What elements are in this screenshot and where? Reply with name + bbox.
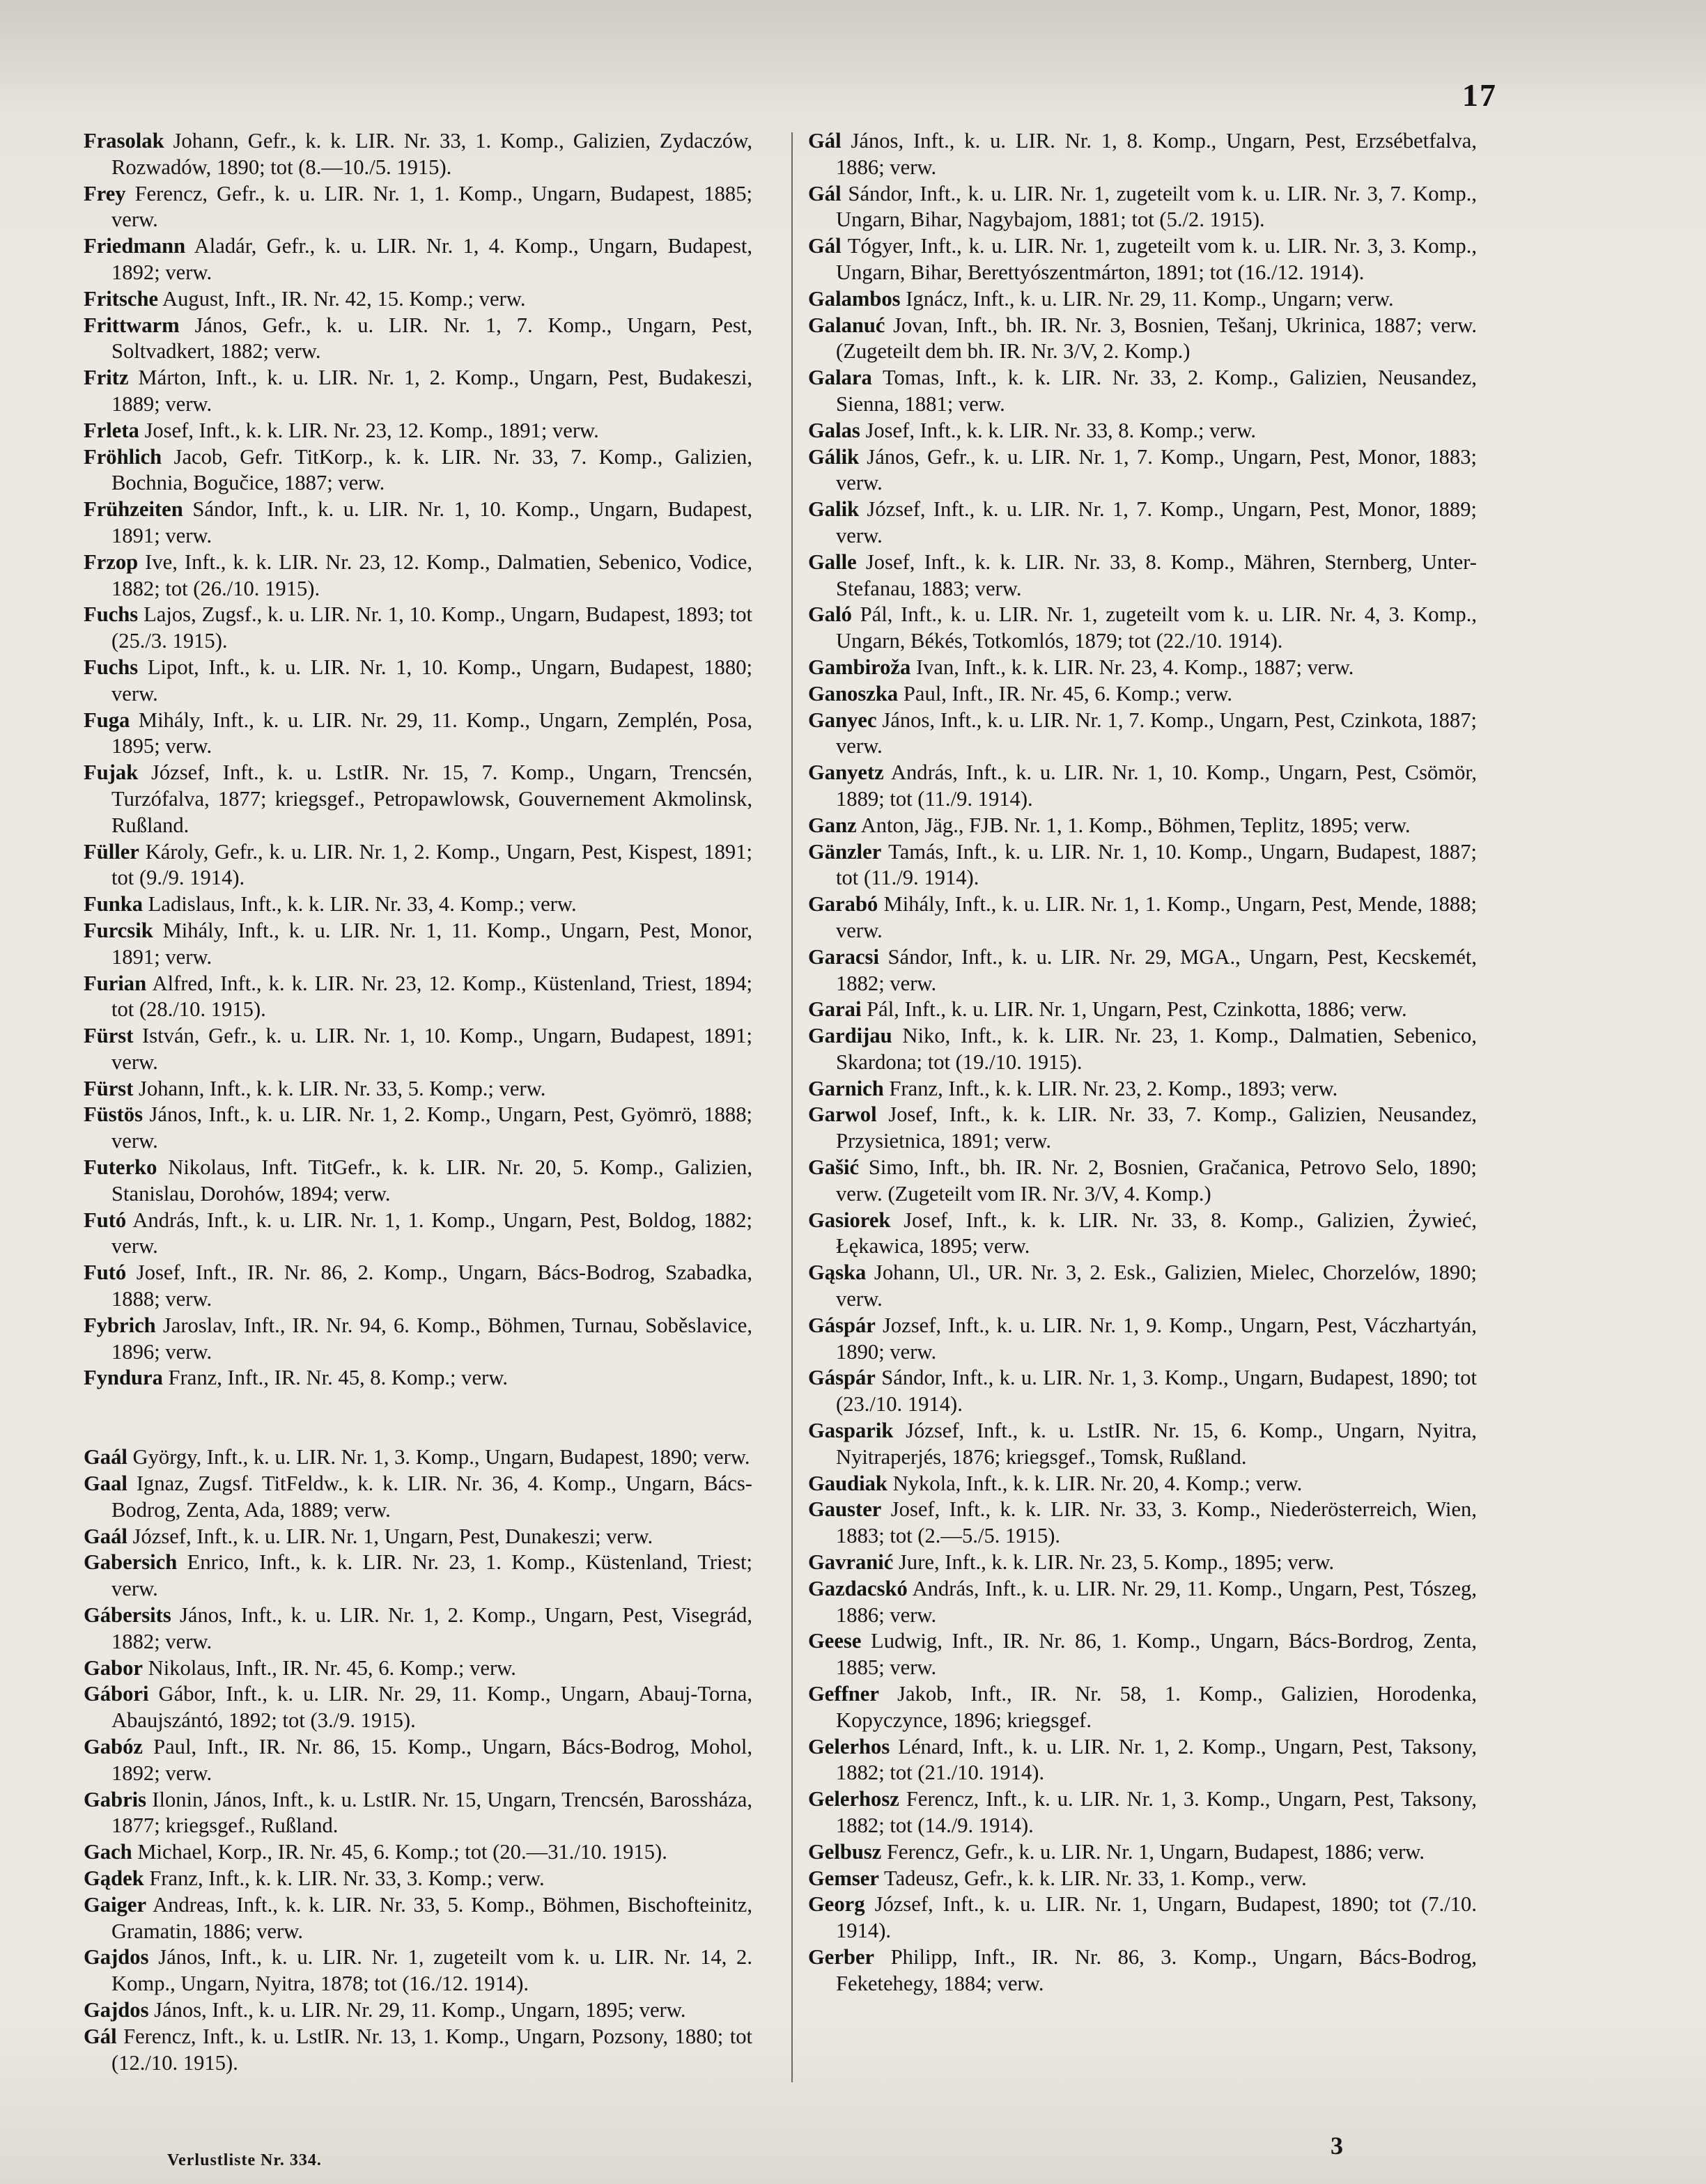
casualty-entry — [84, 1944, 752, 1997]
casualty-entry — [808, 1155, 1477, 1208]
entry-details: Jure, Inft., k. k. LIR. Nr. 23, 5. Komp., 1895; verw. — [893, 1550, 1335, 1575]
entry-details: Josef, Inft., k. k. LIR. Nr. 33, 8. Komp.; verw. — [860, 418, 1256, 442]
casualty-entry — [84, 655, 752, 708]
casualty-entry — [808, 891, 1477, 944]
casualty-entry — [808, 128, 1477, 181]
entry-details: József, Inft., k. u. LIR. Nr. 1, 7. Komp., Ungarn, Pest, Monor, 1889; verw. — [836, 497, 1477, 547]
entry-details: János, Inft., k. u. LIR. Nr. 1, 8. Komp., Ungarn, Pest, Erzsébetfalva, 1886; verw. — [836, 129, 1477, 179]
entry-surname: Frey — [84, 181, 126, 205]
entry-surname: Galle — [808, 549, 857, 574]
casualty-entry — [808, 1786, 1477, 1839]
casualty-entry — [808, 1365, 1477, 1418]
casualty-entry — [84, 1524, 752, 1550]
casualty-entry — [84, 1076, 752, 1102]
entry-surname: Garwol — [808, 1102, 877, 1127]
entry-surname: Gabris — [84, 1787, 147, 1811]
entry-surname: Gambiroža — [808, 655, 911, 679]
casualty-entry — [808, 708, 1477, 760]
casualty-entry — [84, 497, 752, 549]
entry-details: Josef, Inft., k. k. LIR. Nr. 33, 7. Komp., Galizien, Neusandez, Przysietnica, 1891; verw. — [836, 1102, 1477, 1153]
entry-details: József, Inft., k. u. LIR. Nr. 1, Ungarn, Budapest, 1890; tot (7./10. 1914). — [836, 1892, 1477, 1943]
entry-details: Ignácz, Inft., k. u. LIR. Nr. 29, 11. Komp., Ungarn; verw. — [900, 286, 1394, 311]
entry-surname: Garnich — [808, 1076, 884, 1100]
entry-surname: Galas — [808, 418, 860, 442]
entry-surname: Futerko — [84, 1155, 157, 1180]
entry-surname: Gabóz — [84, 1735, 143, 1759]
entry-details: Jaroslav, Inft., IR. Nr. 94, 6. Komp., Böhmen, Turnau, Soběslavice, 1896; verw. — [111, 1313, 752, 1364]
entry-surname: Ganyec — [808, 708, 877, 732]
casualty-entry — [84, 1997, 752, 2024]
entry-details: Johann, Ul., UR. Nr. 3, 2. Esk., Galizien, Mielec, Chorzelów, 1890; verw. — [836, 1261, 1477, 1311]
entry-surname: Gardijau — [808, 1024, 892, 1048]
entry-surname: Gašić — [808, 1155, 860, 1180]
entry-surname: Gaál — [84, 1524, 127, 1548]
entry-surname: Futó — [84, 1208, 127, 1232]
casualty-entry — [808, 497, 1477, 549]
entry-surname: Frleta — [84, 418, 139, 442]
entry-details: Niko, Inft., k. k. LIR. Nr. 23, 1. Komp., Dalmatien, Sebenico, Skardona; tot (19./10. 1915). — [836, 1024, 1477, 1074]
casualty-entry — [808, 365, 1477, 418]
entry-details: Mihály, Inft., k. u. LIR. Nr. 29, 11. Komp., Ungarn, Zemplén, Posa, 1895; verw. — [111, 708, 752, 758]
entry-details: Ferencz, Inft., k. u. LIR. Nr. 1, 3. Komp., Ungarn, Pest, Taksony, 1882; tot (14./9. 1914). — [836, 1787, 1477, 1837]
casualty-entry — [808, 1208, 1477, 1261]
casualty-entry — [808, 1892, 1477, 1944]
entry-details: Ferencz, Inft., k. u. LstIR. Nr. 13, 1. Komp., Ungarn, Pozsony, 1880; tot (12./10. 1915). — [111, 2024, 752, 2075]
entry-details: Paul, Inft., IR. Nr. 45, 6. Komp.; verw. — [898, 681, 1233, 705]
entry-surname: Fyndura — [84, 1366, 163, 1390]
entry-surname: Galik — [808, 497, 860, 522]
casualty-entry — [84, 708, 752, 760]
entry-surname: Gál — [808, 129, 842, 153]
casualty-entry — [84, 1155, 752, 1208]
casualty-entry — [84, 1655, 752, 1682]
entry-details: András, Inft., k. u. LIR. Nr. 1, 10. Komp., Ungarn, Pest, Csömör, 1889; tot (11./9. 1914). — [836, 760, 1477, 811]
casualty-entry — [808, 602, 1477, 655]
casualty-entry — [808, 1497, 1477, 1550]
footer-signature: Verlustliste Nr. 334. — [167, 2151, 322, 2169]
casualty-entry — [84, 1102, 752, 1155]
casualty-entry — [84, 286, 752, 313]
casualty-entry — [84, 1866, 752, 1892]
entry-details: Johann, Inft., k. k. LIR. Nr. 33, 5. Komp.; verw. — [133, 1076, 546, 1100]
casualty-entry — [808, 1023, 1477, 1076]
casualty-entry — [808, 1471, 1477, 1497]
casualty-entry — [808, 997, 1477, 1023]
entry-details: Sándor, Inft., k. u. LIR. Nr. 29, MGA., Ungarn, Pest, Kecskemét, 1882; verw. — [836, 944, 1477, 995]
entry-details: Károly, Gefr., k. u. LIR. Nr. 1, 2. Komp., Ungarn, Pest, Kispest, 1891; tot (9./9. 1914). — [111, 839, 752, 890]
entry-surname: Gasparik — [808, 1419, 894, 1443]
entry-details: Nikolaus, Inft. TitGefr., k. k. LIR. Nr. 20, 5. Komp., Galizien, Stanislau, Dorohów, 1894; verw. — [111, 1155, 752, 1206]
casualty-entry — [84, 418, 752, 444]
entry-details: Mihály, Inft., k. u. LIR. Nr. 1, 11. Komp., Ungarn, Pest, Monor, 1891; verw. — [111, 918, 752, 969]
casualty-entry — [808, 1944, 1477, 1997]
entry-details: János, Inft., k. u. LIR. Nr. 1, 2. Komp., Ungarn, Pest, Visegrád, 1882; verw. — [111, 1603, 752, 1653]
casualty-entry — [808, 1576, 1477, 1629]
entry-details: Michael, Korp., IR. Nr. 45, 6. Komp.; tot (20.—31./10. 1915). — [132, 1840, 667, 1864]
casualty-entry — [84, 1734, 752, 1787]
casualty-entry — [84, 1208, 752, 1261]
entry-details: Lajos, Zugsf., k. u. LIR. Nr. 1, 10. Komp., Ungarn, Budapest, 1893; tot (25./3. 1915). — [111, 602, 752, 653]
entry-surname: Futó — [84, 1261, 127, 1285]
casualty-entry — [808, 760, 1477, 813]
entry-surname: Gál — [808, 234, 842, 258]
entry-details: Ilonin, János, Inft., k. u. LstIR. Nr. 15, Ungarn, Trencsén, Barossháza, 1877; kriegsgef., Rußland. — [111, 1787, 752, 1838]
entry-details: János, Inft., k. u. LIR. Nr. 29, 11. Komp., Ungarn, 1895; verw. — [148, 1997, 686, 2022]
casualty-entry — [84, 1023, 752, 1076]
entry-surname: Fritsche — [84, 286, 159, 311]
entry-surname: Gerber — [808, 1944, 875, 1969]
entry-surname: Galambos — [808, 286, 901, 311]
entry-surname: Garacsi — [808, 944, 879, 969]
entry-surname: Geese — [808, 1629, 862, 1653]
entry-details: Ladislaus, Inft., k. k. LIR. Nr. 33, 4. Komp.; verw. — [143, 892, 577, 916]
casualty-entry — [808, 813, 1477, 839]
entry-surname: Fujak — [84, 760, 139, 785]
entry-details: Ive, Inft., k. k. LIR. Nr. 23, 12. Komp., Dalmatien, Sebenico, Vodice, 1882; tot (26./10. 1915). — [111, 549, 752, 600]
entry-surname: Gelbusz — [808, 1839, 882, 1864]
casualty-entry — [84, 760, 752, 838]
casualty-entry — [84, 891, 752, 918]
casualty-entry — [84, 1260, 752, 1313]
entry-details: Josef, Inft., k. k. LIR. Nr. 33, 3. Komp., Niederösterreich, Wien, 1883; tot (2.—5./5. 1915). — [836, 1497, 1477, 1548]
casualty-entry — [84, 1839, 752, 1866]
entry-surname: Fürst — [84, 1024, 134, 1048]
casualty-entry — [84, 313, 752, 366]
entry-surname: Gach — [84, 1840, 132, 1864]
entry-surname: Füller — [84, 839, 139, 864]
entry-details: Paul, Inft., IR. Nr. 86, 15. Komp., Ungarn, Bács-Bodrog, Mohol, 1892; verw. — [111, 1735, 752, 1785]
entry-details: János, Gefr., k. u. LIR. Nr. 1, 7. Komp., Ungarn, Pest, Monor, 1883; verw. — [836, 444, 1477, 495]
casualty-entry — [84, 549, 752, 602]
entry-surname: Garabó — [808, 892, 878, 916]
entry-details: Anton, Jäg., FJB. Nr. 1, 1. Komp., Böhmen, Teplitz, 1895; verw. — [856, 813, 1411, 837]
footer-sheet-number: 3 — [1331, 2132, 1343, 2160]
entry-details: Sándor, Inft., k. u. LIR. Nr. 1, 10. Komp., Ungarn, Budapest, 1891; verw. — [111, 497, 752, 547]
casualty-entry — [808, 444, 1477, 497]
entry-details: István, Gefr., k. u. LIR. Nr. 1, 10. Komp., Ungarn, Budapest, 1891; verw. — [111, 1024, 752, 1074]
entry-details: János, Gefr., k. u. LIR. Nr. 1, 7. Komp., Ungarn, Pest, Soltvadkert, 1882; verw. — [111, 313, 752, 364]
casualty-entry — [84, 181, 752, 234]
casualty-entry — [808, 1734, 1477, 1787]
casualty-entry — [84, 365, 752, 418]
entry-surname: Frzop — [84, 549, 139, 574]
entry-surname: Gaudiak — [808, 1471, 887, 1495]
entry-surname: Galanuć — [808, 313, 885, 337]
page-number: 17 — [1462, 77, 1497, 113]
casualty-entry — [808, 313, 1477, 366]
entry-details: Ivan, Inft., k. k. LIR. Nr. 23, 4. Komp., 1887; verw. — [910, 655, 1354, 679]
entry-surname: Gáspár — [808, 1366, 876, 1390]
entry-surname: Fuchs — [84, 655, 139, 679]
entry-surname: Fritz — [84, 366, 129, 390]
entry-surname: Gasiorek — [808, 1208, 891, 1232]
entry-surname: Fybrich — [84, 1313, 156, 1337]
entry-details: Tamás, Inft., k. u. LIR. Nr. 1, 10. Komp., Ungarn, Budapest, 1887; tot (11./9. 1914). — [836, 839, 1477, 890]
casualty-entry — [84, 971, 752, 1024]
entry-details: Lipot, Inft., k. u. LIR. Nr. 1, 10. Komp., Ungarn, Budapest, 1880; verw. — [111, 655, 752, 705]
entry-details: Franz, Inft., k. k. LIR. Nr. 23, 2. Komp., 1893; verw. — [883, 1076, 1338, 1100]
entry-details: Tadeusz, Gefr., k. k. LIR. Nr. 33, 1. Komp., verw. — [878, 1866, 1307, 1890]
entry-details: Ferencz, Gefr., k. u. LIR. Nr. 1, Ungarn, Budapest, 1886; verw. — [881, 1839, 1425, 1864]
entry-details: Josef, Inft., k. k. LIR. Nr. 33, 8. Komp., Mähren, Sternberg, Unter-Stefanau, 1883; verw. — [836, 549, 1477, 600]
casualty-entry — [84, 1787, 752, 1840]
entry-details: Mihály, Inft., k. u. LIR. Nr. 1, 1. Komp., Ungarn, Pest, Mende, 1888; verw. — [836, 892, 1477, 942]
entry-surname: Geffner — [808, 1682, 879, 1706]
casualty-entry — [84, 839, 752, 892]
casualty-entry — [84, 1892, 752, 1945]
entry-surname: Georg — [808, 1892, 865, 1917]
entry-surname: Gál — [84, 2024, 117, 2048]
casualty-entry — [84, 233, 752, 286]
entry-surname: Gajdos — [84, 1945, 149, 1970]
casualty-entry — [84, 1471, 752, 1524]
entry-surname: Galó — [808, 602, 852, 627]
casualty-entry — [84, 444, 752, 497]
entry-surname: Furian — [84, 971, 147, 995]
entry-details: Sándor, Inft., k. u. LIR. Nr. 1, 3. Komp., Ungarn, Budapest, 1890; tot (23./10. 1914). — [836, 1366, 1477, 1417]
entry-surname: Gajdos — [84, 1997, 149, 2022]
entry-details: Philipp, Inft., IR. Nr. 86, 3. Komp., Ungarn, Bács-Bodrog, Feketehegy, 1884; verw. — [836, 1944, 1477, 1995]
entry-details: Ferencz, Gefr., k. u. LIR. Nr. 1, 1. Komp., Ungarn, Budapest, 1885; verw. — [111, 181, 752, 232]
entry-surname: Gábori — [84, 1682, 149, 1706]
entry-details: Josef, Inft., k. k. LIR. Nr. 23, 12. Komp., 1891; verw. — [139, 418, 599, 442]
entry-surname: Gąska — [808, 1261, 867, 1285]
entry-surname: Gelerhosz — [808, 1787, 899, 1811]
entry-details: August, Inft., IR. Nr. 42, 15. Komp.; verw. — [158, 286, 526, 311]
entry-surname: Gądek — [84, 1866, 144, 1890]
entry-surname: Galara — [808, 366, 872, 390]
entry-details: Jozsef, Inft., k. u. LIR. Nr. 1, 9. Komp., Ungarn, Pest, Váczhartyán, 1890; verw. — [836, 1313, 1477, 1364]
entry-details: Tógyer, Inft., k. u. LIR. Nr. 1, zugeteilt vom k. u. LIR. Nr. 3, 3. Komp., Ungarn, Bihar, Berettyószentmárton, 1891; tot (16./12. 1914). — [836, 234, 1477, 284]
entry-details: János, Inft., k. u. LIR. Nr. 1, 7. Komp., Ungarn, Pest, Czinkota, 1887; verw. — [836, 708, 1477, 758]
casualty-entry — [84, 1365, 752, 1391]
entry-details: Ignaz, Zugsf. TitFeldw., k. k. LIR. Nr. 36, 4. Komp., Ungarn, Bács-Bodrog, Zenta, Ada, 1889; verw. — [111, 1472, 752, 1522]
casualty-entry — [808, 1076, 1477, 1102]
casualty-entry — [84, 918, 752, 971]
entry-surname: Gabersich — [84, 1550, 178, 1575]
entry-surname: Fuchs — [84, 602, 139, 627]
entry-surname: Furcsik — [84, 918, 153, 942]
casualty-entry — [808, 233, 1477, 286]
casualty-entry — [84, 2024, 752, 2077]
entry-surname: Gálik — [808, 444, 860, 469]
entry-surname: Friedmann — [84, 234, 186, 258]
casualty-entry — [84, 1313, 752, 1366]
casualty-entry — [84, 1444, 752, 1471]
entry-surname: Gaal — [84, 1472, 127, 1496]
entry-details: József, Inft., k. u. LstIR. Nr. 15, 7. Komp., Ungarn, Trencsén, Turzófalva, 1877; kriegsgef., Petropawlowsk, Gouvernement Akmolinsk, Rußland. — [111, 760, 752, 837]
entry-surname: Ganyetz — [808, 760, 884, 785]
casualty-entry — [808, 286, 1477, 313]
casualty-entry — [808, 1313, 1477, 1366]
left-column — [84, 128, 752, 2076]
entry-surname: Gavranić — [808, 1550, 894, 1575]
casualty-entry — [808, 839, 1477, 892]
entry-surname: Gazdacskó — [808, 1576, 908, 1600]
entry-details: Márton, Inft., k. u. LIR. Nr. 1, 2. Komp., Ungarn, Pest, Budakeszi, 1889; verw. — [111, 366, 752, 416]
entry-details: Jovan, Inft., bh. IR. Nr. 3, Bosnien, Tešanj, Ukrinica, 1887; verw. (Zugeteilt dem bh. IR. Nr. 3/V, 2. Komp.) — [836, 313, 1477, 364]
entry-surname: Gaál — [84, 1445, 127, 1469]
entry-details: Simo, Inft., bh. IR. Nr. 2, Bosnien, Gračanica, Petrovo Selo, 1890; verw. (Zugeteilt vom IR. Nr. 3/V, 4. Komp.) — [836, 1155, 1477, 1206]
entry-details: Josef, Inft., k. k. LIR. Nr. 33, 8. Komp., Galizien, Żywieć, Łękawica, 1895; verw. — [836, 1208, 1477, 1258]
entry-details: Tomas, Inft., k. k. LIR. Nr. 33, 2. Komp., Galizien, Neusandez, Sienna, 1881; verw. — [836, 366, 1477, 416]
casualty-entry — [808, 655, 1477, 681]
entry-surname: Ganz — [808, 813, 857, 837]
casualty-entry — [808, 1839, 1477, 1866]
entry-details: Aladár, Gefr., k. u. LIR. Nr. 1, 4. Komp., Ungarn, Budapest, 1892; verw. — [111, 234, 752, 284]
entry-details: György, Inft., k. u. LIR. Nr. 1, 3. Komp., Ungarn, Budapest, 1890; verw. — [127, 1445, 750, 1469]
column-divider — [791, 132, 793, 2082]
casualty-entry — [84, 602, 752, 655]
entry-details: Johann, Gefr., k. k. LIR. Nr. 33, 1. Komp., Galizien, Zydaczów, Rozwadów, 1890; tot (8.—10./5. 1915). — [111, 129, 752, 179]
casualty-entry — [84, 1550, 752, 1602]
entry-details: Alfred, Inft., k. k. LIR. Nr. 23, 12. Komp., Küstenland, Triest, 1894; tot (28./10. 1915). — [111, 971, 752, 1022]
entry-details: Enrico, Inft., k. k. LIR. Nr. 23, 1. Komp., Küstenland, Triest; verw. — [111, 1550, 752, 1601]
casualty-entry — [808, 1418, 1477, 1471]
entry-details: János, Inft., k. u. LIR. Nr. 1, zugeteilt vom k. u. LIR. Nr. 14, 2. Komp., Ungarn, Nyitra, 1878; tot (16./12. 1914). — [111, 1945, 752, 1996]
casualty-entry — [808, 418, 1477, 444]
entry-details: Nikolaus, Inft., IR. Nr. 45, 6. Komp.; verw. — [142, 1655, 516, 1680]
entry-details: József, Inft., k. u. LstIR. Nr. 15, 6. Komp., Ungarn, Nyitra, Nyitraperjés, 1876; kriegsgef., Tomsk, Rußland. — [836, 1419, 1477, 1469]
entry-surname: Fuga — [84, 708, 130, 732]
entry-surname: Gál — [808, 181, 842, 205]
entry-surname: Gábersits — [84, 1603, 171, 1628]
entry-surname: Garai — [808, 997, 862, 1022]
entry-details: János, Inft., k. u. LIR. Nr. 1, 2. Komp., Ungarn, Pest, Gyömrö, 1888; verw. — [111, 1102, 752, 1153]
entry-details: Pál, Inft., k. u. LIR. Nr. 1, Ungarn, Pest, Czinkotta, 1886; verw. — [861, 997, 1407, 1022]
casualty-entry — [808, 181, 1477, 234]
entry-surname: Gelerhos — [808, 1734, 890, 1758]
entry-details: András, Inft., k. u. LIR. Nr. 29, 11. Komp., Ungarn, Pest, Tószeg, 1886; verw. — [836, 1576, 1477, 1627]
entry-surname: Gänzler — [808, 839, 882, 864]
entry-surname: Frühzeiten — [84, 497, 183, 522]
entry-details: József, Inft., k. u. LIR. Nr. 1, Ungarn, Pest, Dunakeszi; verw. — [127, 1524, 653, 1548]
entry-details: Andreas, Inft., k. k. LIR. Nr. 33, 5. Komp., Böhmen, Bischofteinitz, Gramatin, 1886; verw. — [111, 1892, 752, 1943]
entry-details: Ludwig, Inft., IR. Nr. 86, 1. Komp., Ungarn, Bács-Bordrog, Zenta, 1885; verw. — [836, 1629, 1477, 1680]
casualty-entry — [808, 1866, 1477, 1892]
casualty-entry — [808, 681, 1477, 708]
entry-surname: Fröhlich — [84, 444, 162, 469]
entry-surname: Gemser — [808, 1866, 879, 1890]
entry-surname: Fürst — [84, 1076, 134, 1100]
entry-surname: Gauster — [808, 1497, 882, 1522]
entry-details: Franz, Inft., IR. Nr. 45, 8. Komp.; verw. — [162, 1366, 508, 1390]
casualty-entry — [808, 1550, 1477, 1576]
casualty-entry — [84, 128, 752, 181]
entry-details: András, Inft., k. u. LIR. Nr. 1, 1. Komp., Ungarn, Pest, Boldog, 1882; verw. — [111, 1208, 752, 1258]
entry-surname: Funka — [84, 892, 144, 916]
entry-surname: Frasolak — [84, 129, 164, 153]
right-column — [808, 128, 1477, 1997]
section-gap — [84, 1391, 752, 1444]
entry-surname: Gáspár — [808, 1313, 876, 1337]
casualty-entry — [808, 1681, 1477, 1734]
entry-surname: Füstös — [84, 1102, 143, 1127]
entry-details: Josef, Inft., IR. Nr. 86, 2. Komp., Ungarn, Bács-Bodrog, Szabadka, 1888; verw. — [111, 1261, 752, 1311]
casualty-entry — [808, 549, 1477, 602]
casualty-entry — [808, 1628, 1477, 1681]
casualty-entry — [808, 1102, 1477, 1155]
entry-surname: Frittwarm — [84, 313, 180, 337]
casualty-entry — [808, 1260, 1477, 1313]
casualty-entry — [84, 1602, 752, 1655]
entry-surname: Ganoszka — [808, 681, 899, 705]
entry-details: Lénard, Inft., k. u. LIR. Nr. 1, 2. Komp., Ungarn, Pest, Taksony, 1882; tot (21./10. 1914). — [836, 1734, 1477, 1785]
entry-details: Sándor, Inft., k. u. LIR. Nr. 1, zugeteilt vom k. u. LIR. Nr. 3, 7. Komp., Ungarn, Bihar, Nagybajom, 1881; tot (5./2. 1915). — [836, 181, 1477, 232]
entry-details: Gábor, Inft., k. u. LIR. Nr. 29, 11. Komp., Ungarn, Abauj-Torna, Abaujszántó, 1892; tot (3./9. 1915). — [111, 1682, 752, 1733]
casualty-entry — [808, 944, 1477, 997]
casualty-entry — [84, 1681, 752, 1734]
entry-details: Franz, Inft., k. k. LIR. Nr. 33, 3. Komp.; verw. — [144, 1866, 545, 1890]
entry-details: Nykola, Inft., k. k. LIR. Nr. 20, 4. Komp.; verw. — [887, 1471, 1303, 1495]
entry-surname: Gaiger — [84, 1892, 147, 1917]
entry-details: Jakob, Inft., IR. Nr. 58, 1. Komp., Galizien, Horodenka, Kopyczynce, 1896; kriegsgef. — [836, 1682, 1477, 1732]
entry-surname: Gabor — [84, 1655, 143, 1680]
entry-details: Jacob, Gefr. TitKorp., k. k. LIR. Nr. 33, 7. Komp., Galizien, Bochnia, Bogučice, 1887; verw. — [111, 444, 752, 495]
entry-details: Pál, Inft., k. u. LIR. Nr. 1, zugeteilt vom k. u. LIR. Nr. 4, 3. Komp., Ungarn, Békés, Totkomlós, 1879; tot (22./10. 1914). — [836, 602, 1477, 653]
